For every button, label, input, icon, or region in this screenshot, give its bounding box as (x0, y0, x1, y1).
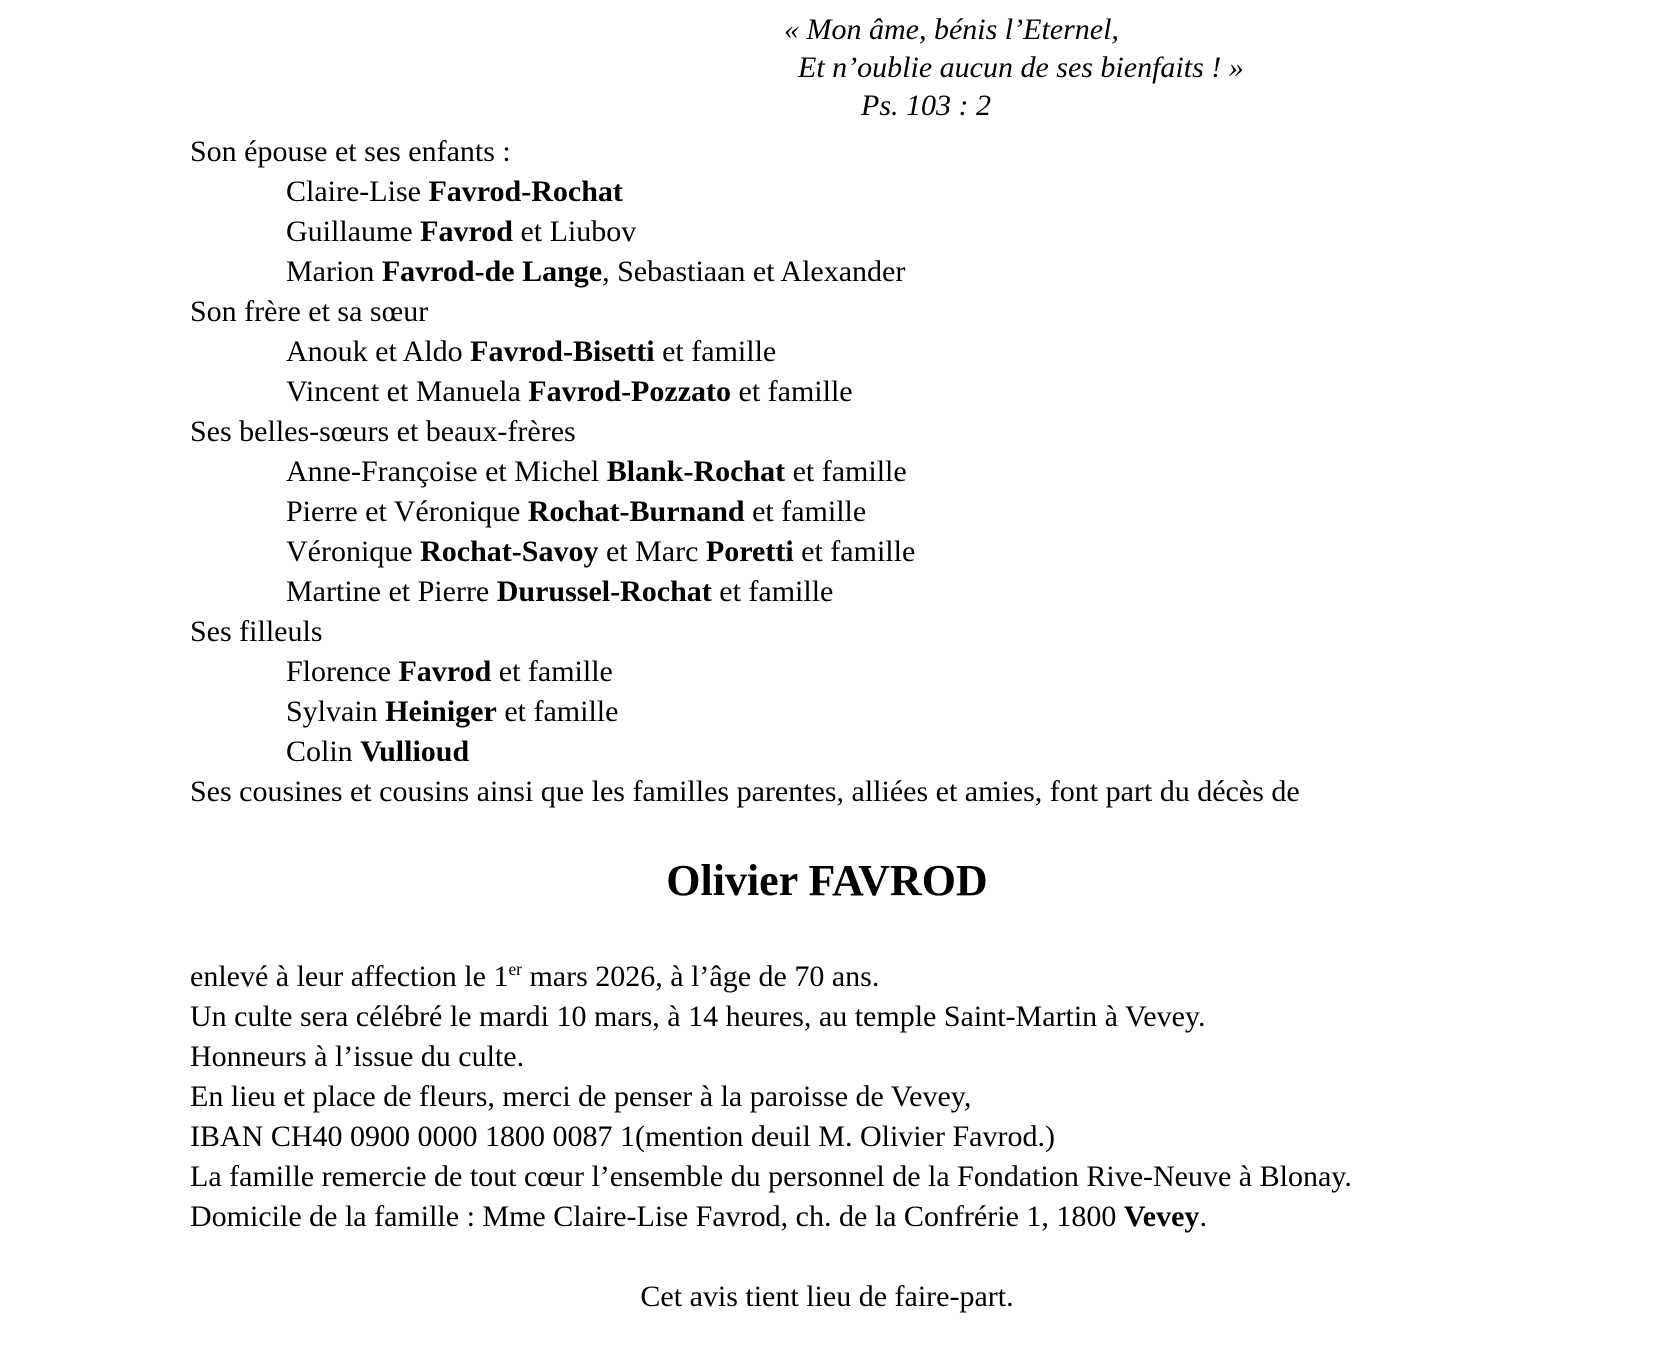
detail-line (190, 1117, 1594, 1157)
text-segment: Son frère et sa sœur (190, 295, 429, 328)
mourners-list (190, 132, 1594, 812)
text-segment: Anouk et Aldo (286, 335, 471, 368)
surname-bold: Favrod-Rochat (428, 175, 623, 208)
text-segment: Son épouse et ses enfants : (190, 135, 511, 168)
quote-reference: Ps. 103 : 2 (861, 89, 991, 122)
surname-bold: Vullioud (360, 735, 470, 768)
text-segment: et famille (654, 335, 777, 368)
mourners-list-line (190, 292, 1594, 332)
text-segment: et famille (711, 575, 834, 608)
scripture-quote (0, 0, 1654, 125)
text-segment: Guillaume (286, 215, 421, 248)
text-segment: er (508, 959, 522, 979)
text-segment: et famille (744, 495, 867, 528)
text-segment: et famille (491, 655, 613, 688)
surname-bold: Rochat-Savoy (420, 535, 599, 568)
text-segment: Ses belles-sœurs et beaux-frères (190, 415, 576, 448)
mourners-list-line (190, 452, 1594, 492)
text-segment: Ses filleuls (190, 615, 323, 648)
announcement-details (190, 957, 1594, 1237)
surname-bold: Favrod (398, 655, 492, 688)
text-segment: Honneurs à l’issue du culte. (190, 1040, 525, 1073)
text-segment: et Marc (598, 535, 706, 568)
mourners-list-line (190, 772, 1594, 812)
text-segment: Vincent et Manuela (286, 375, 529, 408)
mourners-list-line (190, 132, 1594, 172)
text-segment: IBAN CH40 0900 0000 1800 0087 1(mention deuil M. Olivier Favrod.) (190, 1120, 1055, 1153)
mourners-list-line (190, 612, 1594, 652)
text-segment: Anne-Françoise et Michel (286, 455, 607, 488)
text-segment: Claire-Lise (286, 175, 429, 208)
text-segment: enlevé à leur affection le 1 (190, 960, 509, 993)
text-segment: Martine et Pierre (286, 575, 497, 608)
text-segment: La famille remercie de tout cœur l’ensemble du personnel de la Fondation Rive-Neuve à Blonay. (190, 1160, 1352, 1193)
mourners-list-line (190, 212, 1594, 252)
surname-bold: Durussel-Rochat (496, 575, 712, 608)
detail-line (190, 1077, 1594, 1117)
surname-bold: Heiniger (385, 695, 497, 728)
surname-bold: Rochat-Burnand (527, 495, 745, 528)
mourners-list-line (190, 572, 1594, 612)
mourners-list-line (190, 732, 1594, 772)
text-segment: . (1199, 1200, 1207, 1233)
surname-bold: Favrod-Bisetti (470, 335, 655, 368)
text-segment: Sylvain (286, 695, 386, 728)
text-segment: Domicile de la famille : Mme Claire-Lise Favrod, ch. de la Confrérie 1, 1800 (190, 1200, 1124, 1233)
text-segment: Ses cousines et cousins ainsi que les familles parentes, alliées et amies, font part du décès de (190, 775, 1300, 808)
text-segment: Véronique (286, 535, 421, 568)
text-segment: et famille (793, 535, 916, 568)
text-segment: Un culte sera célébré le mardi 10 mars, à 14 heures, au temple Saint-Martin à Vevey. (190, 1000, 1206, 1033)
text-segment: et famille (785, 455, 907, 488)
text-segment: Florence (286, 655, 399, 688)
mourners-list-line (190, 332, 1594, 372)
detail-line (190, 957, 1594, 997)
surname-bold: Favrod-de Lange (381, 255, 603, 288)
closing-line: Cet avis tient lieu de faire-part. (640, 1280, 1014, 1313)
text-segment: mars 2026, à l’âge de 70 ans. (521, 960, 880, 993)
surname-bold: Blank-Rochat (606, 455, 786, 488)
text-segment: et famille (496, 695, 619, 728)
surname-bold: Poretti (705, 535, 794, 568)
surname-bold: Vevey (1123, 1200, 1200, 1233)
surname-bold: Favrod (420, 215, 513, 248)
mourners-list-line (190, 652, 1594, 692)
detail-line (190, 1157, 1594, 1197)
mourners-list-line (190, 532, 1594, 572)
mourners-list-line (190, 412, 1594, 452)
deceased-name: Olivier FAVROD (666, 856, 988, 905)
text-segment: et famille (731, 375, 853, 408)
mourners-list-line (190, 692, 1594, 732)
detail-line (190, 1037, 1594, 1077)
mourners-list-line (190, 172, 1594, 212)
text-segment: Marion (286, 255, 382, 288)
text-segment: , Sebastiaan et Alexander (602, 255, 906, 288)
quote-line: « Mon âme, bénis l’Eternel, (784, 13, 1119, 46)
quote-line: Et n’oublie aucun de ses bienfaits ! » (798, 51, 1244, 84)
mourners-list-line (190, 492, 1594, 532)
surname-bold: Favrod-Pozzato (528, 375, 732, 408)
text-segment: Pierre et Véronique (286, 495, 528, 528)
detail-line (190, 997, 1594, 1037)
text-segment: Colin (286, 735, 361, 768)
detail-line (190, 1197, 1594, 1237)
mourners-list-line (190, 252, 1594, 292)
text-segment: et Liubov (512, 215, 637, 248)
mourners-list-line (190, 372, 1594, 412)
text-segment: En lieu et place de fleurs, merci de penser à la paroisse de Vevey, (190, 1080, 972, 1113)
